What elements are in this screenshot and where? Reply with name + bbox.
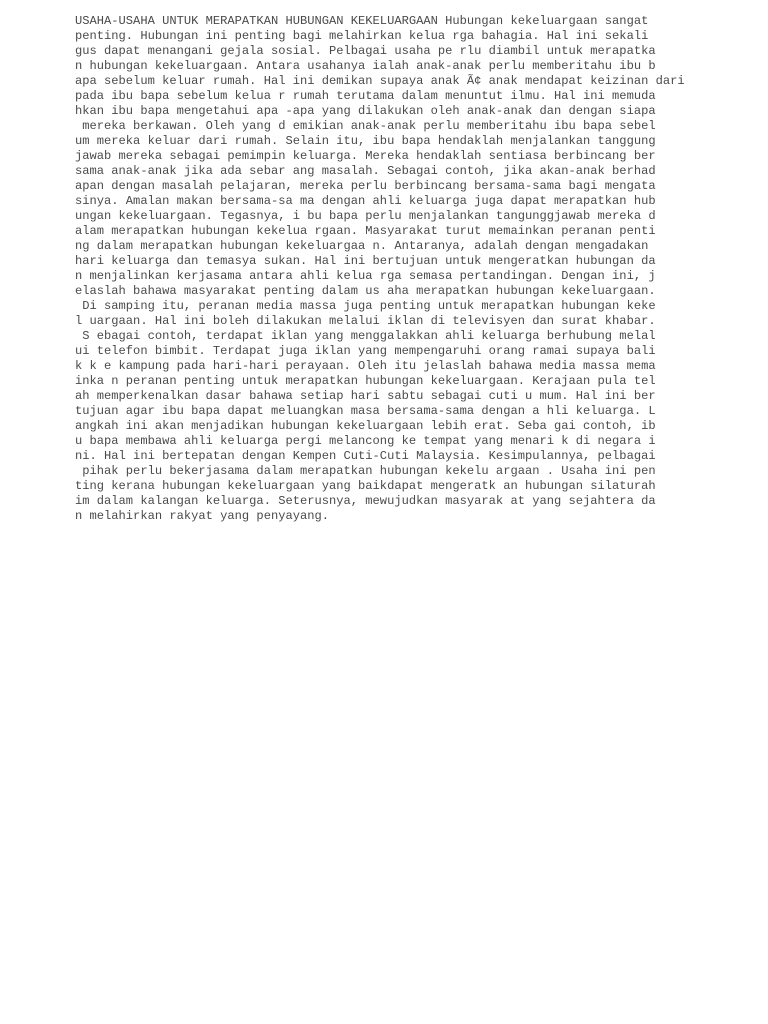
text-line: elaslah bahawa masyarakat penting dalam us aha merapatkan hubungan kekeluargaan. [75, 284, 656, 298]
text-line: im dalam kalangan keluarga. Seterusnya, mewujudkan masyarak at yang sejahtera da [75, 494, 656, 508]
text-line: n melahirkan rakyat yang penyayang. [75, 509, 330, 523]
text-line: hari keluarga dan temasya sukan. Hal ini bertujuan untuk mengeratkan hubungan da [75, 254, 656, 268]
text-line: apa sebelum keluar rumah. Hal ini demikan supaya anak Ã¢ anak mendapat keizinan dari [75, 74, 685, 88]
text-line: pihak perlu bekerjasama dalam merapatkan hubungan kekelu argaan . Usaha ini pen [75, 464, 656, 478]
text-line: mereka berkawan. Oleh yang d emikian anak-anak perlu memberitahu ibu bapa sebel [75, 119, 656, 133]
text-line: um mereka keluar dari rumah. Selain itu, ibu bapa hendaklah menjalankan tanggung [75, 134, 656, 148]
text-line: tujuan agar ibu bapa dapat meluangkan masa bersama-sama dengan a hli keluarga. L [75, 404, 656, 418]
document-body-text [75, 14, 735, 524]
text-line: angkah ini akan menjadikan hubungan kekeluargaan lebih erat. Seba gai contoh, ib [75, 419, 656, 433]
text-line: alam merapatkan hubungan kekelua rgaan. Masyarakat turut memainkan peranan penti [75, 224, 656, 238]
text-line: l uargaan. Hal ini boleh dilakukan melalui iklan di televisyen dan surat khabar. [75, 314, 656, 328]
text-line: gus dapat menangani gejala sosial. Pelbagai usaha pe rlu diambil untuk merapatka [75, 44, 656, 58]
text-line: USAHA-USAHA UNTUK MERAPATKAN HUBUNGAN KEKELUARGAAN Hubungan kekeluargaan sangat [75, 14, 649, 28]
text-line: n hubungan kekeluargaan. Antara usahanya ialah anak-anak perlu memberitahu ibu b [75, 59, 656, 73]
text-line: sama anak-anak jika ada sebar ang masalah. Sebagai contoh, jika akan-anak berhad [75, 164, 656, 178]
text-line: ng dalam merapatkan hubungan kekeluargaa n. Antaranya, adalah dengan mengadakan [75, 239, 649, 253]
text-line: Di samping itu, peranan media massa juga penting untuk merapatkan hubungan keke [75, 299, 656, 313]
text-line: ni. Hal ini bertepatan dengan Kempen Cuti-Cuti Malaysia. Kesimpulannya, pelbagai [75, 449, 656, 463]
text-line: sinya. Amalan makan bersama-sa ma dengan ahli keluarga juga dapat merapatkan hub [75, 194, 656, 208]
text-line: apan dengan masalah pelajaran, mereka perlu berbincang bersama-sama bagi mengata [75, 179, 656, 193]
text-line: n menjalinkan kerjasama antara ahli kelua rga semasa pertandingan. Dengan ini, j [75, 269, 656, 283]
text-line: ting kerana hubungan kekeluargaan yang baikdapat mengeratk an hubungan silaturah [75, 479, 656, 493]
text-line: hkan ibu bapa mengetahui apa -apa yang dilakukan oleh anak-anak dan dengan siapa [75, 104, 656, 118]
text-line: k k e kampung pada hari-hari perayaan. Oleh itu jelaslah bahawa media massa mema [75, 359, 656, 373]
text-line: u bapa membawa ahli keluarga pergi melancong ke tempat yang menari k di negara i [75, 434, 656, 448]
text-line: penting. Hubungan ini penting bagi melahirkan kelua rga bahagia. Hal ini sekali [75, 29, 649, 43]
text-line: jawab mereka sebagai pemimpin keluarga. Mereka hendaklah sentiasa berbincang ber [75, 149, 656, 163]
text-line: pada ibu bapa sebelum kelua r rumah terutama dalam menuntut ilmu. Hal ini memuda [75, 89, 656, 103]
text-line: S ebagai contoh, terdapat iklan yang menggalakkan ahli keluarga berhubung melal [75, 329, 656, 343]
text-line: inka n peranan penting untuk merapatkan hubungan kekeluargaan. Kerajaan pula tel [75, 374, 656, 388]
text-line: ungan kekeluargaan. Tegasnya, i bu bapa perlu menjalankan tangunggjawab mereka d [75, 209, 656, 223]
text-line: ah memperkenalkan dasar bahawa setiap hari sabtu sebagai cuti u mum. Hal ini ber [75, 389, 656, 403]
text-line: ui telefon bimbit. Terdapat juga iklan yang mempengaruhi orang ramai supaya bali [75, 344, 656, 358]
